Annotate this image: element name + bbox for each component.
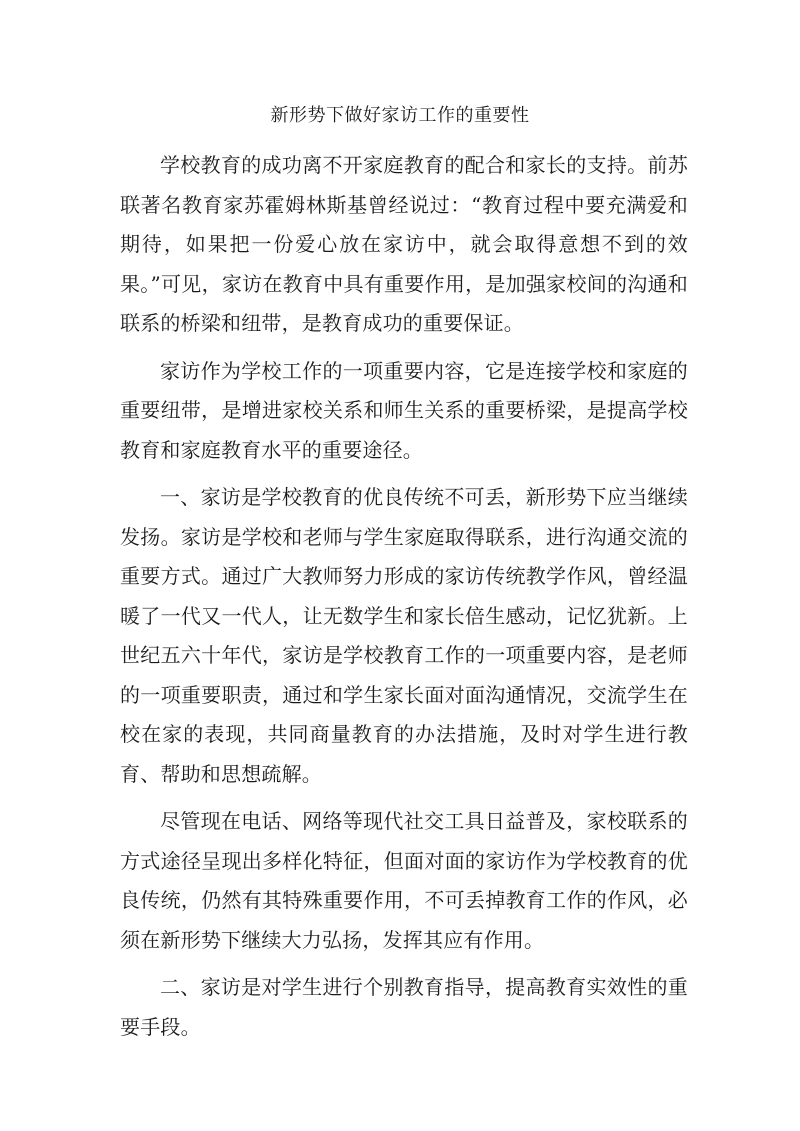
paragraph-section-one: 一、家访是学校教育的优良传统不可丢，新形势下应当继续发扬。家访是学校和老师与学生家庭取得联系，进行沟通交流的重要方式。通过广大教师努力形成的家访传统教学作风，曾经温暖了一代又一代人，让无数学生和家长倍生感动，记忆犹新。上世纪五六十年代，家访是学校教育工作的一项重要内容，是老师的一项重要职责，通过和学生家长面对面沟通情况，交流学生在校在家的表现，共同商量教育的办法措施，及时对学生进行教育、帮助和思想疏解。 — [120, 485, 688, 786]
document-body — [120, 146, 688, 1055]
paragraph-modern-tools: 尽管现在电话、网络等现代社交工具日益普及，家校联系的方式途径呈现出多样化特征，但面对面的家访作为学校教育的优良传统，仍然有其特殊重要作用，不可丢掉教育工作的作风，必须在新形势下继续大力弘扬，发挥其应有作用。 — [120, 809, 688, 952]
document-title: 新形势下做好家访工作的重要性 — [270, 105, 530, 126]
paragraph-role: 家访作为学校工作的一项重要内容，它是连接学校和家庭的重要纽带，是增进家校关系和师生关系的重要桥梁，是提高学校教育和家庭教育水平的重要途径。 — [120, 358, 688, 462]
paragraph-intro: 学校教育的成功离不开家庭教育的配合和家长的支持。前苏联著名教育家苏霍姆林斯基曾经说过：“教育过程中要充满爱和期待，如果把一份爱心放在家访中，就会取得意想不到的效果。”可见，家访在教育中具有重要作用，是加强家校间的沟通和联系的桥梁和纽带，是教育成功的重要保证。 — [120, 153, 688, 335]
paragraph-section-two: 二、家访是对学生进行个别教育指导，提高教育实效性的重要手段。 — [120, 975, 688, 1039]
